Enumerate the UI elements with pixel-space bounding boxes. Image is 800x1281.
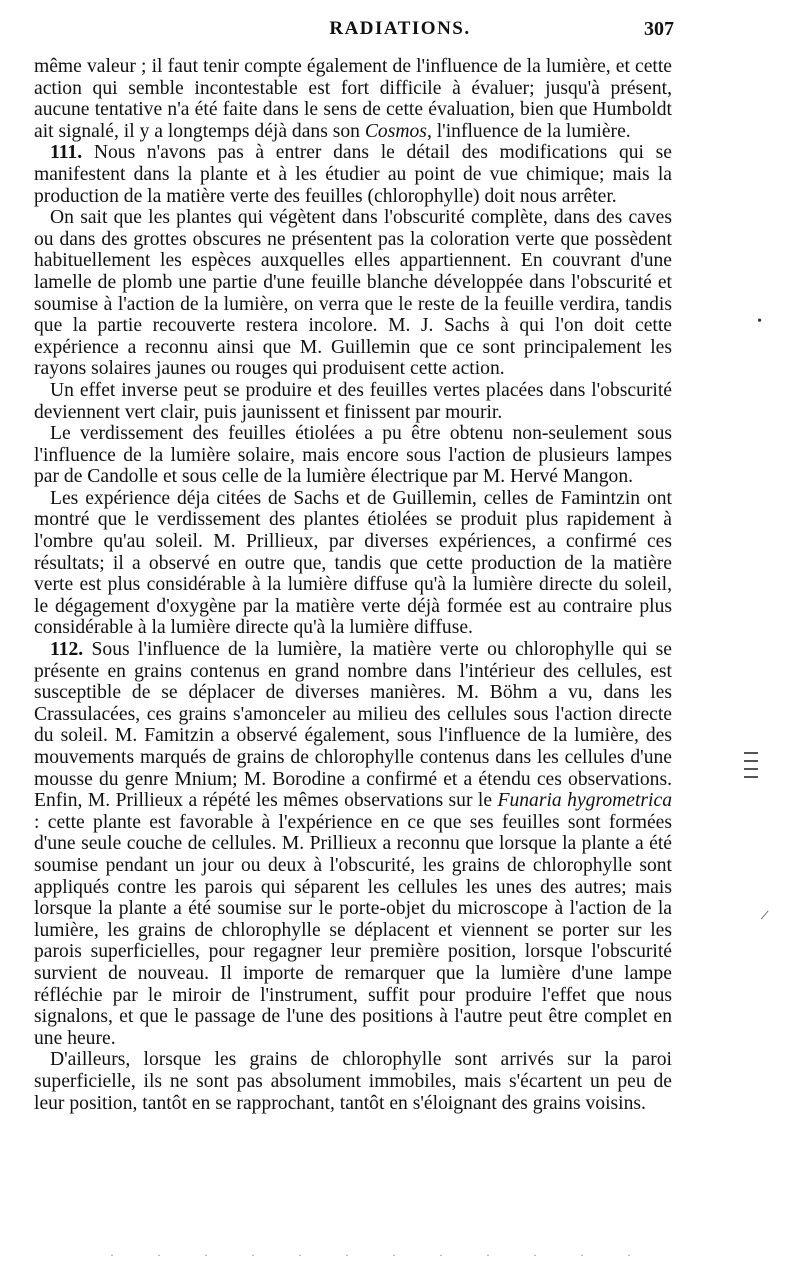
italic-text: Cosmos	[364, 120, 427, 142]
paragraph	[34, 1049, 672, 1114]
margin-dot-mark: •	[757, 314, 762, 329]
section-paragraph	[34, 639, 672, 1049]
margin-tick-mark: |	[759, 907, 771, 921]
text-run: Les expérience déja citées de Sachs et de Guillemin, celles de Famintzin ont montré que le verdissement des plantes étiolées se produit plus rapidement à l'ombre qu'au soleil. M. Prillieux, par diverses expériences, a confirmé ces résultats; il a observé en outre que, tandis que cette production de la matière verte est plus considérable à la lumière diffuse qu'à la lumière directe du soleil, le dégagement d'oxygène par la matière verte déjà formée est au contraire plus considérable à la lumière directe qu'à la lumière diffuse.	[34, 487, 672, 639]
running-title: RADIATIONS.	[329, 18, 471, 39]
paragraph	[34, 488, 672, 639]
text-run: D'ailleurs, lorsque les grains de chlorophylle sont arrivés sur la paroi superficielle, ils ne sont pas absolument immobiles, mais s'écartent un peu de leur position, tantôt en se rapprochant, tantôt en s'éloignant des grains voisins.	[34, 1049, 672, 1114]
page-number: 307	[644, 18, 674, 40]
paragraph	[34, 207, 672, 380]
text-run: On sait que les plantes qui végètent dans l'obscurité complète, dans des caves ou dans des grottes obscures ne présentent pas la coloration verte que possèdent habituellement les espèces auxquelles elles appartiennent. En couvrant d'une lamelle de plomb une partie d'une feuille blanche développée dans l'obscurité et soumise à l'action de la lumière, on verra que le reste de la feuille verdira, tandis que la partie recouverte restera incolore. M. J. Sachs à qui l'on doit cette expérience a reconnu ainsi que M. Guillemin que ce sont principalement les rayons solaires jaunes ou rouges qui produisent cette action.	[34, 207, 672, 380]
paragraph	[34, 380, 672, 423]
text-run: , l'influence de la lumière.	[426, 120, 631, 142]
paragraph	[34, 423, 672, 488]
page-header	[0, 18, 800, 44]
text-run: Sous l'influence de la lumière, la matière verte ou chlorophylle qui se présente en grains contenus en grand nombre dans l'intérieur des cellules, est susceptible de se déplacer de diverses manières. M. Böhm a vu, dans les Crassulacées, ces grains s'amonceler au milieu des cellules sous l'action directe du soleil. M. Famitzin a observé également, sous l'influence de la lumière, des mouvements marqués de grains de chlorophylle contenus dans les cellules d'une mousse du genre Mnium; M. Borodine a confirmé et a étendu ces observations. Enfin, M. Prillieux a répété les mêmes observations sur le	[34, 639, 672, 812]
section-paragraph	[34, 142, 672, 207]
text-run: Un effet inverse peut se produire et des feuilles vertes placées dans l'obscurité deviennent vert clair, puis jaunissent et finissent par mourir.	[34, 379, 672, 423]
text-run: Le verdissement des feuilles étiolées a pu être obtenu non-seulement sous l'influence de la lumière solaire, mais encore sous l'action de plusieurs lampes par de Candolle et sous celle de la lumière électrique par M. Hervé Mangon.	[34, 423, 672, 488]
text-run: Nous n'avons pas à entrer dans le détail des modifications qui se manifestent dans la plante et à les étudier au point de vue chimique; mais la production de la matière verte des feuilles (chlorophylle) doit nous arrêter.	[34, 142, 672, 207]
text-run: : cette plante est favorable à l'expérience en ce que ses feuilles sont formées d'une seule couche de cellules. M. Prillieux a reconnu que lorsque la plante a été soumise pendant un jour ou deux à l'obscurité, les grains de chlorophylle sont appliqués contre les parois qui séparent les cellules les unes des autres; mais lorsque la plante a été soumise sur le porte-objet du microscope à l'action de la lumière, les grains de chlorophylle se déplacent et viennent se porter sur les parois superficielles, pour regagner leur première position, lorsque l'obscurité survient de nouveau. Il importe de remarquer que la lumière d'une lampe réfléchie par le miroir de l'instrument, suffit pour produire l'effet que nous signalons, et que le passage de l'une des positions à l'autre peut être complet en une heure.	[34, 811, 672, 1049]
page-body	[34, 56, 672, 1114]
text-run: même valeur ; il faut tenir compte également de l'influence de la lumière, et cette action qui semble incontestable est fort difficile à évaluer; jusqu'à présent, aucune tentative n'a été faite dans le sens de cette évaluation, bien que Humboldt ait signalé, il y a longtemps déjà dans son	[34, 56, 672, 142]
footer-dots: · · · · · · · · · · · ·	[110, 1248, 651, 1262]
section-number: 112.	[50, 639, 84, 661]
margin-ruler-mark	[744, 752, 758, 784]
italic-text: Funaria hygrometrica	[497, 790, 672, 812]
section-number: 111.	[50, 142, 83, 164]
paragraph	[34, 56, 672, 142]
